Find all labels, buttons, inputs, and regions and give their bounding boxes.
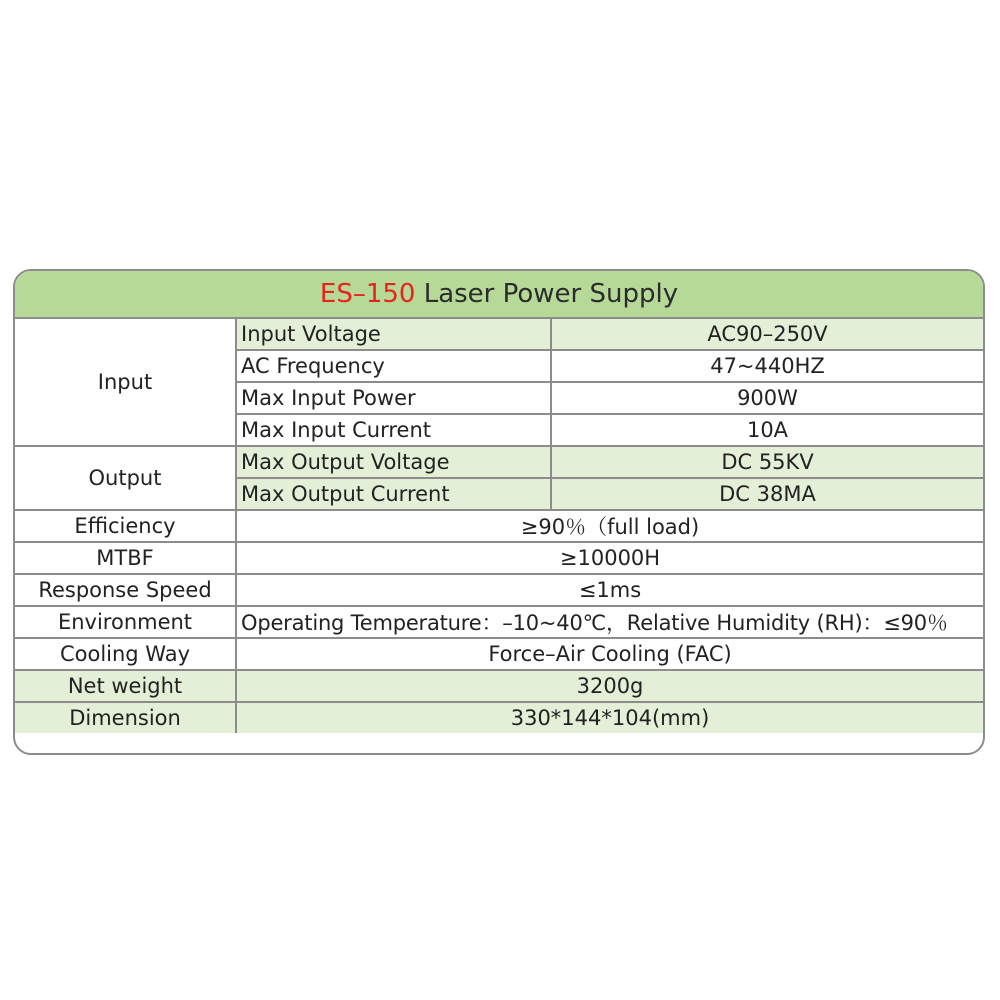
product-name: Laser Power Supply xyxy=(415,279,679,309)
spec-label: MTBF xyxy=(15,542,236,574)
spec-value: 3200g xyxy=(236,670,983,702)
table-row xyxy=(15,606,983,638)
spec-label: Efficiency xyxy=(15,510,236,542)
spec-label: Cooling Way xyxy=(15,638,236,670)
param-label: Max Output Voltage xyxy=(236,446,551,478)
group-label-input: Input xyxy=(15,319,236,446)
param-value: AC90–250V xyxy=(551,319,983,350)
table-row xyxy=(15,670,983,702)
param-value: DC 38MA xyxy=(551,478,983,510)
spec-value: ≥90％（full load) xyxy=(236,510,983,542)
table-row xyxy=(15,574,983,606)
group-label-output: Output xyxy=(15,446,236,510)
param-label: Input Voltage xyxy=(236,319,551,350)
table-row xyxy=(15,510,983,542)
spec-value: Force–Air Cooling (FAC) xyxy=(236,638,983,670)
param-label: Max Output Current xyxy=(236,478,551,510)
spec-label: Response Speed xyxy=(15,574,236,606)
param-value: DC 55KV xyxy=(551,446,983,478)
model-name: ES–150 xyxy=(319,279,416,309)
spec-value: ≤1ms xyxy=(236,574,983,606)
table-row xyxy=(15,702,983,733)
table-row xyxy=(15,319,983,350)
table-title xyxy=(15,271,983,319)
table-row xyxy=(15,638,983,670)
spec-table xyxy=(15,319,983,733)
spec-value: 330*144*104(mm) xyxy=(236,702,983,733)
param-value: 900W xyxy=(551,382,983,414)
spec-label: Net weight xyxy=(15,670,236,702)
param-label: Max Input Current xyxy=(236,414,551,446)
param-value: 10A xyxy=(551,414,983,446)
spec-card xyxy=(13,269,985,755)
param-label: Max Input Power xyxy=(236,382,551,414)
spec-label: Environment xyxy=(15,606,236,638)
table-row xyxy=(15,542,983,574)
table-row xyxy=(15,446,983,478)
spec-value: Operating Temperature：–10~40℃，Relative Humidity (RH)：≤90％ xyxy=(236,606,983,638)
spec-label: Dimension xyxy=(15,702,236,733)
param-label: AC Frequency xyxy=(236,350,551,382)
param-value: 47~440HZ xyxy=(551,350,983,382)
spec-value: ≥10000H xyxy=(236,542,983,574)
